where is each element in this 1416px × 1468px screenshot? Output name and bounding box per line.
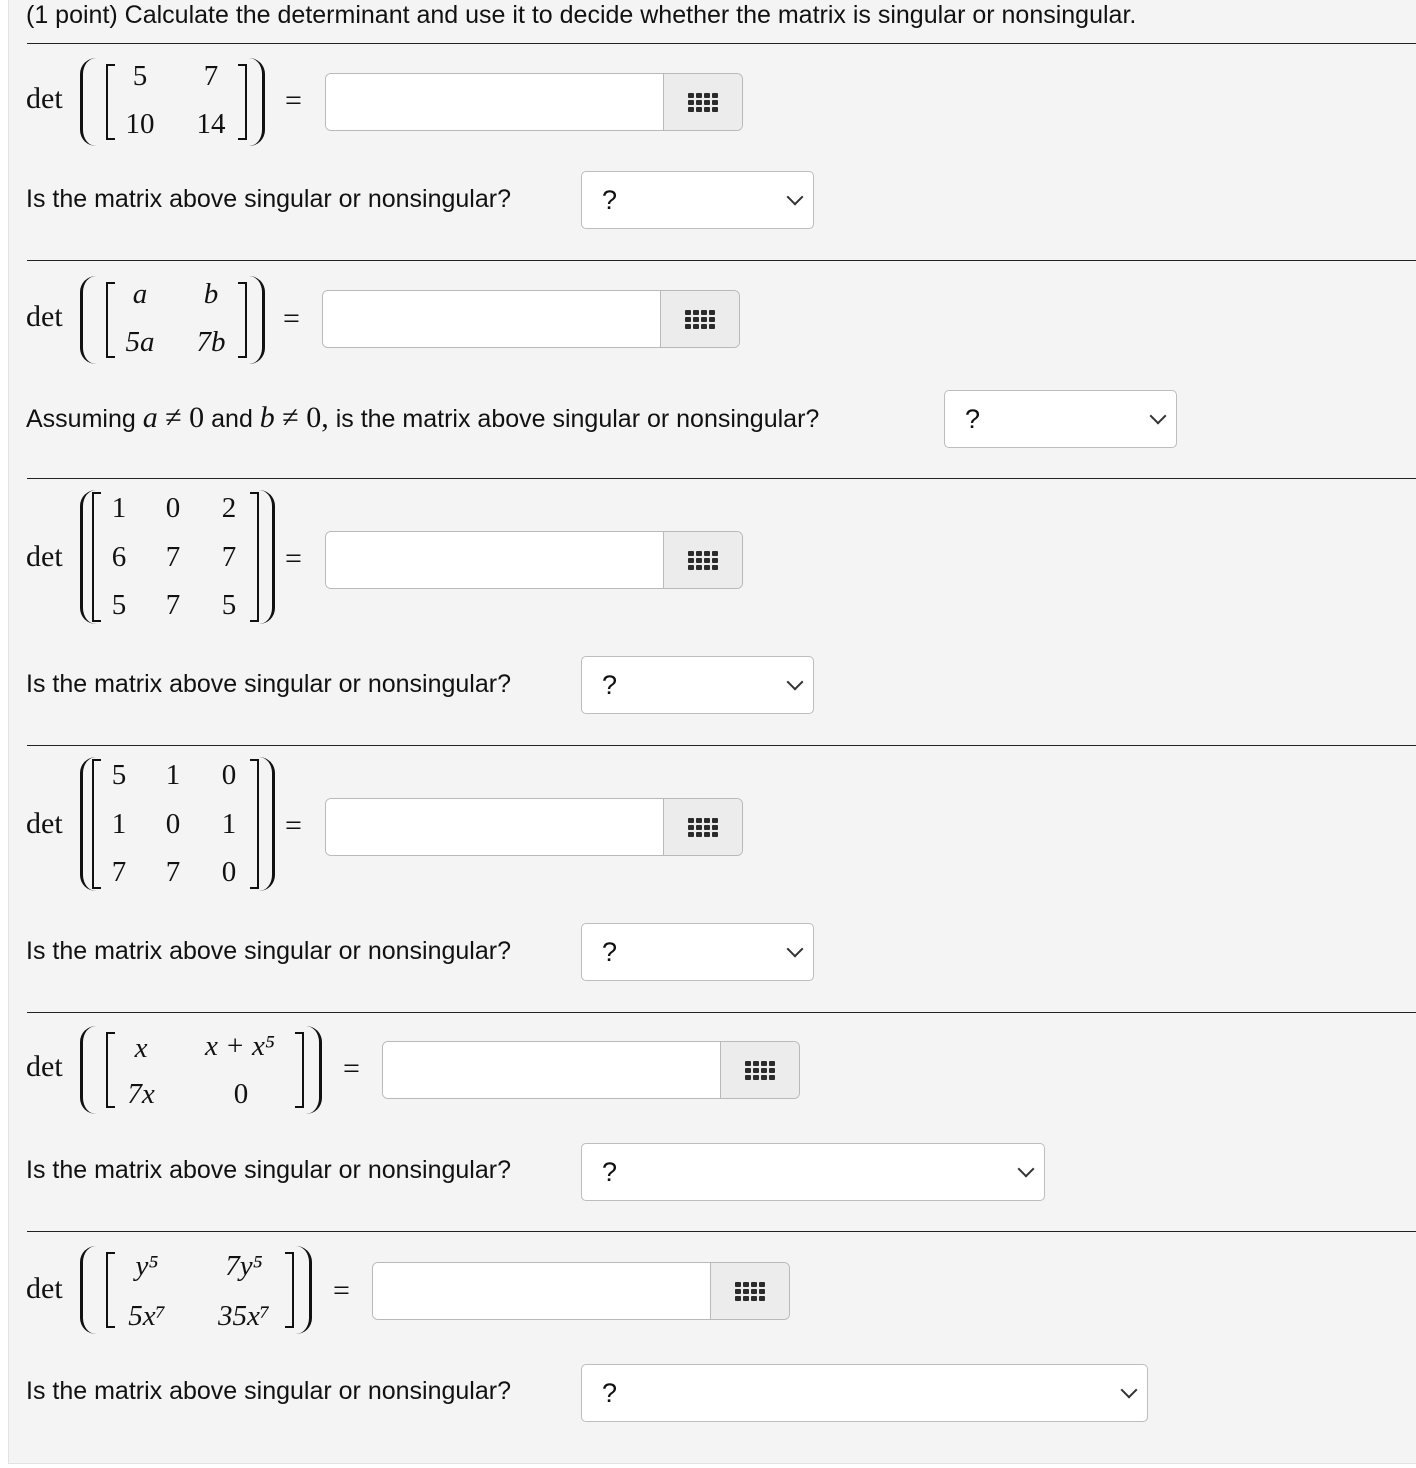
matrix-cell: a xyxy=(132,278,148,310)
singularity-select[interactable] xyxy=(581,656,814,714)
divider xyxy=(27,260,1416,261)
chevron-down-icon xyxy=(787,941,804,958)
determinant-answer-box xyxy=(372,1262,790,1320)
right-paren xyxy=(249,58,265,146)
left-paren xyxy=(80,1026,96,1114)
determinant-input[interactable] xyxy=(373,1263,711,1319)
question-math xyxy=(260,401,329,434)
matrix-cell: 7 xyxy=(111,856,127,888)
select-value: ? xyxy=(602,1378,618,1408)
determinant-answer-box xyxy=(325,531,743,589)
select-value: ? xyxy=(602,937,618,967)
det-label: det xyxy=(26,82,63,115)
matrix-cell: 7 xyxy=(165,589,181,621)
equals-sign: = xyxy=(333,1274,350,1307)
determinant-answer-box xyxy=(325,73,743,131)
matrix-cell: 0 xyxy=(221,856,237,888)
chevron-down-icon xyxy=(1018,1161,1035,1178)
question-text: Is the matrix above singular or nonsingular? xyxy=(26,670,511,698)
chevron-down-icon xyxy=(787,674,804,691)
grid-icon xyxy=(685,310,715,329)
matrix-cell: 0 xyxy=(233,1078,249,1110)
matrix-entry-button[interactable] xyxy=(663,74,742,130)
divider xyxy=(27,745,1416,746)
matrix-cell: 5 xyxy=(132,60,148,92)
not-equal-zero: ≠ 0, xyxy=(274,401,329,434)
matrix-cell: 0 xyxy=(221,759,237,791)
matrix-entry-button[interactable] xyxy=(663,799,742,855)
grid-icon xyxy=(688,551,718,570)
var-a: a xyxy=(142,401,158,434)
matrix-cell: 0 xyxy=(165,492,181,524)
question-text: Is the matrix above singular or nonsingular? xyxy=(26,185,511,213)
select-value: ? xyxy=(602,185,618,215)
determinant-answer-box xyxy=(325,798,743,856)
question-and: and xyxy=(204,405,260,433)
matrix-cell: 7y⁵ xyxy=(225,1250,263,1282)
matrix-cell: 7x xyxy=(127,1078,155,1110)
matrix-cell: 5 xyxy=(111,589,127,621)
matrix-cell: 10 xyxy=(125,108,155,140)
matrix-cell: 0 xyxy=(165,808,181,840)
question-math xyxy=(143,401,204,434)
question-prefix: Assuming xyxy=(26,405,143,433)
equals-sign: = xyxy=(343,1052,360,1085)
right-paren xyxy=(249,276,265,364)
question-text: Is the matrix above singular or nonsingular? xyxy=(26,1377,511,1405)
var-b: b xyxy=(259,401,275,434)
determinant-input[interactable] xyxy=(383,1042,721,1098)
problem-header: (1 point) Calculate the determinant and use it to decide whether the matrix is singular or nonsingular. xyxy=(26,1,1137,29)
question-text: Is the matrix above singular or nonsingular? xyxy=(26,937,511,965)
matrix-cell: 7 xyxy=(165,541,181,573)
question-suffix: is the matrix above singular or nonsingular? xyxy=(328,405,820,433)
matrix-cell: 7 xyxy=(221,541,237,573)
matrix-entry-button[interactable] xyxy=(660,291,739,347)
problem-page xyxy=(8,0,1416,1464)
right-paren xyxy=(259,757,275,891)
grid-icon xyxy=(735,1282,765,1301)
determinant-input[interactable] xyxy=(326,74,664,130)
matrix-cell: 35x⁷ xyxy=(218,1300,270,1332)
matrix-cell: 7b xyxy=(196,326,226,358)
matrix-cell: 5 xyxy=(111,759,127,791)
matrix-cell: 5x⁷ xyxy=(128,1300,166,1332)
matrix-cell: 7 xyxy=(203,60,219,92)
matrix-cell: 5a xyxy=(125,326,155,358)
grid-icon xyxy=(688,93,718,112)
det-label: det xyxy=(26,300,63,333)
left-bracket xyxy=(106,1252,115,1328)
select-value: ? xyxy=(602,670,618,700)
singularity-select[interactable] xyxy=(944,390,1177,448)
matrix-cell: 6 xyxy=(111,541,127,573)
singularity-select[interactable] xyxy=(581,171,814,229)
chevron-down-icon xyxy=(1121,1382,1138,1399)
right-paren xyxy=(259,490,275,624)
matrix-cell: 7 xyxy=(165,856,181,888)
matrix-cell: 14 xyxy=(196,108,226,140)
chevron-down-icon xyxy=(787,189,804,206)
matrix-entry-button[interactable] xyxy=(720,1042,799,1098)
det-label: det xyxy=(26,807,63,840)
matrix-cell: y⁵ xyxy=(135,1250,159,1282)
matrix-entry-button[interactable] xyxy=(663,532,742,588)
determinant-input[interactable] xyxy=(326,532,664,588)
determinant-answer-box xyxy=(322,290,740,348)
determinant-input[interactable] xyxy=(326,799,664,855)
right-bracket xyxy=(250,759,259,889)
equals-sign: = xyxy=(285,542,302,575)
question-text: Is the matrix above singular or nonsingular? xyxy=(26,1156,511,1184)
matrix-cell: 1 xyxy=(111,808,127,840)
equals-sign: = xyxy=(285,809,302,842)
right-bracket xyxy=(238,282,247,358)
divider xyxy=(27,478,1416,479)
matrix-cell: 1 xyxy=(111,492,127,524)
matrix-cell: x + x⁵ xyxy=(205,1030,275,1062)
divider xyxy=(27,43,1416,44)
equals-sign: = xyxy=(283,302,300,335)
left-paren xyxy=(80,58,96,146)
matrix-cell: 5 xyxy=(221,589,237,621)
matrix-cell: b xyxy=(203,278,219,310)
equals-sign: = xyxy=(285,84,302,117)
divider xyxy=(27,1012,1416,1013)
matrix-cell: x xyxy=(134,1032,148,1064)
right-paren xyxy=(306,1026,322,1114)
grid-icon xyxy=(745,1061,775,1080)
question-text xyxy=(26,401,819,435)
left-paren xyxy=(80,276,96,364)
det-label: det xyxy=(26,1050,63,1083)
right-bracket xyxy=(250,492,259,622)
right-paren xyxy=(296,1246,312,1334)
determinant-answer-box xyxy=(382,1041,800,1099)
matrix-cell: 2 xyxy=(221,492,237,524)
divider xyxy=(27,1231,1416,1232)
det-label: det xyxy=(26,1272,63,1305)
right-bracket xyxy=(285,1252,294,1328)
not-equal-zero: ≠ 0 xyxy=(157,401,205,434)
select-value: ? xyxy=(965,404,981,434)
singularity-select[interactable] xyxy=(581,1143,1045,1201)
right-bracket xyxy=(238,64,247,140)
det-label: det xyxy=(26,540,63,573)
matrix-cell: 1 xyxy=(165,759,181,791)
grid-icon xyxy=(688,818,718,837)
left-paren xyxy=(80,1246,96,1334)
chevron-down-icon xyxy=(1150,408,1167,425)
determinant-input[interactable] xyxy=(323,291,661,347)
singularity-select[interactable] xyxy=(581,1364,1148,1422)
singularity-select[interactable] xyxy=(581,923,814,981)
matrix-entry-button[interactable] xyxy=(710,1263,789,1319)
matrix-cell: 1 xyxy=(221,808,237,840)
select-value: ? xyxy=(602,1157,618,1187)
right-bracket xyxy=(295,1032,304,1108)
